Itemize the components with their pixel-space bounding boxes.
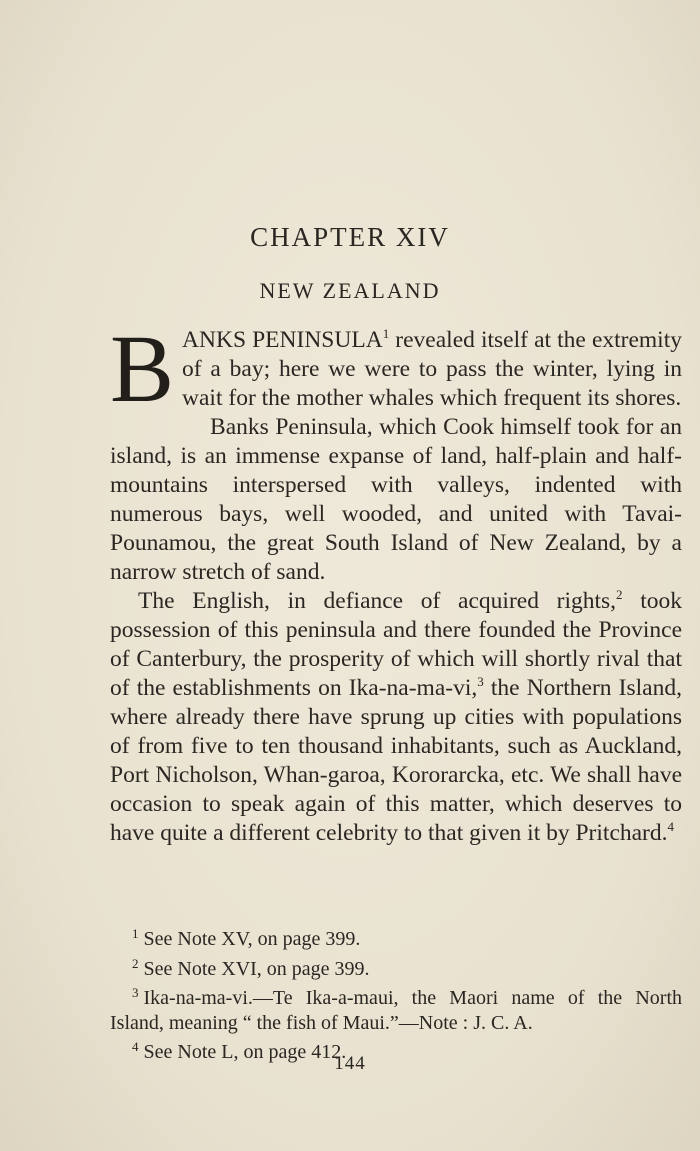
footnote-number: 1 [132, 926, 139, 941]
paragraph-3-text-b: took possession of this peninsula and there founded the Province of Canterbury, the prosperity of which will shortly rival that of the establishments on Ika-na-ma-vi, [110, 588, 683, 701]
footnote-number: 2 [132, 955, 139, 971]
footnote-ref-1: 1 [382, 326, 390, 341]
footnote-text: Ika-na-ma-vi.—Te Ika-a-maui, the Maori name of the North Island, meaning “ the fish of Maui.”—Note : J. C. A. [110, 987, 682, 1034]
footnote-ref-4: 4 [667, 819, 675, 834]
drop-cap: B [110, 315, 175, 422]
footnote-number: 4 [132, 1039, 139, 1054]
footnote-text: See Note XVI, on page 399. [143, 957, 370, 980]
paragraph-1-text-b: revealed itself at the extremity of a bay; here we were to pass the winter, lying in wait for the mother whales which frequent its shores. [182, 327, 682, 411]
footnote-text: See Note XV, on page 399. [143, 928, 361, 950]
footnote-text: See Note L, on page 412. [143, 1041, 347, 1063]
paragraph-2: Banks Peninsula, which Cook himself took for an island, is an immense expanse of land, half-plain and half-mountains interspersed with valleys, indented with numerous bays, well wooded, and united with Tavai-Pounamou, the great South Island of New Zealand, by a narrow stretch of sand. [110, 414, 682, 585]
chapter-title: CHAPTER XIV [250, 222, 450, 252]
paragraph-3 [110, 587, 682, 848]
body-text [110, 315, 683, 848]
footnote [110, 952, 682, 982]
paragraph-1 [110, 315, 682, 422]
footnote [110, 922, 682, 952]
footnote-number: 3 [132, 985, 139, 1000]
paragraph-3-text-a: The English, in defiance of acquired rights, [138, 588, 617, 614]
paragraph-3-text-c: the Northern Island, where already there have sprung up cities with populations of from five to ten thousand inhabitants, such as Auckland, Port Nicholson, Whan-garoa, Kororarcka, etc. We shall have occasion to speak again of this matter, which deserves to have quite a different celebrity to that given it by Pritchard. [110, 675, 682, 846]
footnotes [110, 922, 682, 1065]
footnote [110, 981, 682, 1035]
footnote-ref-3: 3 [477, 674, 484, 689]
paragraph-1-text-a: ANKS PENINSULA [182, 327, 383, 353]
footnote-ref-2: 2 [616, 587, 623, 602]
chapter-subtitle: NEW ZEALAND [259, 278, 441, 303]
page-number: 144 [334, 1053, 366, 1074]
